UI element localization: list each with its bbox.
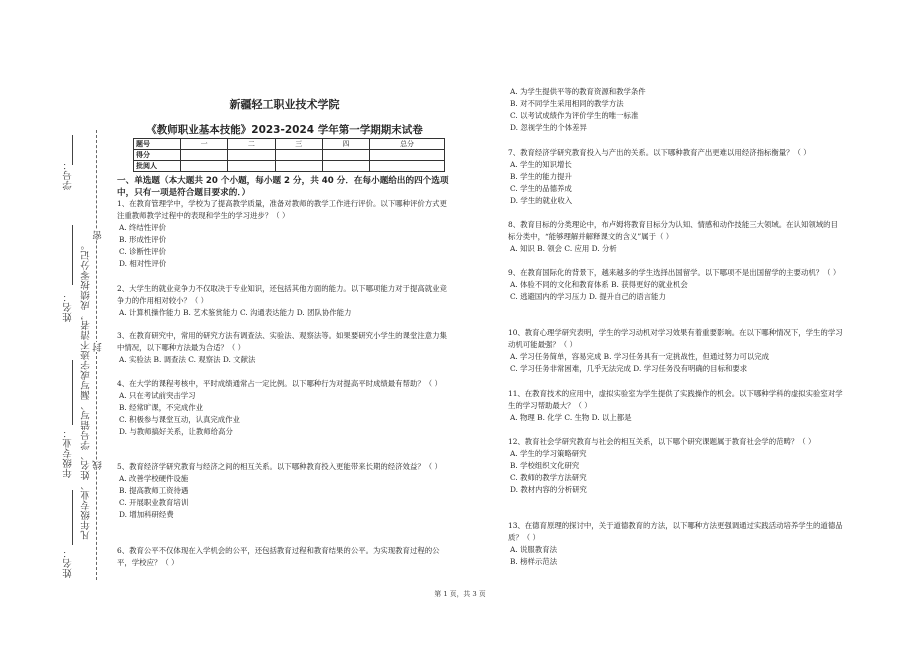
score-row-label: 得分 <box>134 150 181 161</box>
major-label: 年级专业： <box>63 428 74 478</box>
page-footer: 第 1 页，共 3 页 <box>434 590 486 598</box>
question <box>117 198 452 270</box>
question-stem: 13、在德育原理的探讨中，关于道德教育的方法，以下哪种方法更强调通过实践活动培养学生的道德品质？（ ） <box>508 521 843 542</box>
question-stem: 11、在教育技术的应用中，虚拟实验室为学生提供了实践操作的机会。以下哪种学科的虚拟实验室对学生的学习帮助最大？（ ） <box>508 389 843 410</box>
score-cell <box>181 150 228 161</box>
question-option[interactable]: A. 知识 B. 领会 C. 应用 D. 分析 <box>510 244 617 253</box>
question-stem: 8、教育目标的分类理论中，布卢姆将教育目标分为认知、情感和动作技能三大领域。在认知领域的目标分类中，“能够理解并解释课文的含义”属于（ ） <box>508 220 838 241</box>
score-cell <box>275 150 322 161</box>
question <box>508 86 843 134</box>
question-option[interactable]: A. 说服教育法 <box>510 545 557 554</box>
question <box>508 147 843 207</box>
question-option[interactable]: A. 终结性评价 <box>119 223 166 232</box>
question-option[interactable]: C. 以考试成绩作为评价学生的唯一标准 <box>510 111 639 120</box>
question-stem: 6、教育公平不仅体现在入学机会的公平，还包括教育过程和教育结果的公平。为实现教育过程的公平，学校应？（ ） <box>117 546 440 567</box>
score-header-cell: 一 <box>181 139 228 150</box>
question-stem: 5、教育经济学研究教育与经济之间的相互关系。以下哪种教育投入更能带来长期的经济效益？（ ） <box>117 462 442 471</box>
name-blank-2 <box>72 490 73 545</box>
question-option[interactable]: C. 学习任务非常困难，几乎无法完成 D. 学习任务没有明确的目标和要求 <box>510 364 748 373</box>
major-blank <box>72 360 73 425</box>
question-option[interactable]: A. 学生的知识增长 <box>510 160 572 169</box>
seal-mark-2: 封 <box>93 342 104 352</box>
score-header-cell: 题号 <box>134 139 181 150</box>
question-option[interactable]: A. 学生的学习策略研究 <box>510 449 587 458</box>
question-option[interactable]: D. 与教师搞好关系，让教师给高分 <box>119 427 233 436</box>
score-cell <box>370 161 445 172</box>
grader-row-label: 批阅人 <box>134 161 181 172</box>
exam-title: 《教师职业基本技能》2023-2024 学年第一学期期末试卷 <box>146 124 423 136</box>
score-cell <box>322 150 369 161</box>
question-option[interactable]: A. 为学生提供平等的教育资源和教学条件 <box>510 87 646 96</box>
question <box>117 545 452 569</box>
question-option[interactable]: B. 对不同学生采用相同的教学方法 <box>510 99 624 108</box>
question-option[interactable]: A. 改善学校硬件设施 <box>119 474 189 483</box>
question-stem: 9、在教育国际化的背景下，越来越多的学生选择出国留学。以下哪项不是出国留学的主要动机？（ ） <box>508 268 841 277</box>
question-option[interactable]: C. 诊断性评价 <box>119 247 167 256</box>
question-stem: 1、在教育管理学中，学校为了提高教学质量，准备对教师的教学工作进行评价。以下哪种评价方式更注重教师教学过程中的表现和学生的学习进步？（ ） <box>117 199 447 220</box>
score-header-cell: 总分 <box>370 139 445 150</box>
binding-notice: 凡年级专业、姓名、学号错写、漏写或字迹不清者，成绩按零分记。 <box>81 240 92 540</box>
question <box>508 327 843 375</box>
score-table-header <box>134 139 445 150</box>
seal-mark-3: 线 <box>93 460 104 470</box>
question-option[interactable]: A. 实验法 B. 调查法 C. 观察法 D. 文献法 <box>119 355 256 364</box>
school-name: 新疆轻工职业技术学院 <box>229 98 340 111</box>
question-stem: 2、大学生的就业竞争力不仅取决于专业知识，还包括其他方面的能力。以下哪项能力对于提高就业竞争力的作用相对较小？（ ） <box>117 284 447 305</box>
seal-line <box>96 130 97 580</box>
question-stem: 7、教育经济学研究教育投入与产出的关系。以下哪种教育产出更难以用经济指标衡量？（ ） <box>508 148 811 157</box>
question <box>117 330 452 366</box>
question-option[interactable]: A. 只在考试前突击学习 <box>119 391 196 400</box>
question-option[interactable]: D. 教材内容的分析研究 <box>510 485 587 494</box>
question-option[interactable]: A. 物理 B. 化学 C. 生物 D. 以上都是 <box>510 413 632 422</box>
question-stem: 12、教育社会学研究教育与社会的相互关系，以下哪个研究课题属于教育社会学的范畴？（ ） <box>508 437 816 446</box>
score-cell <box>228 150 275 161</box>
question-option[interactable]: C. 教师的教学方法研究 <box>510 473 587 482</box>
question-option[interactable]: B. 学生的能力提升 <box>510 172 572 181</box>
question-option[interactable]: D. 学生的就业收入 <box>510 196 573 205</box>
question <box>117 461 452 521</box>
score-cell <box>228 161 275 172</box>
question-option[interactable]: B. 学校组织文化研究 <box>510 461 580 470</box>
question <box>508 388 843 424</box>
question-option[interactable]: D. 增加科研经费 <box>119 510 174 519</box>
student-id-label: 学号： <box>63 160 74 190</box>
score-row <box>134 150 445 161</box>
question-option[interactable]: C. 学生的品德养成 <box>510 184 572 193</box>
question <box>508 436 843 496</box>
grader-row <box>134 161 445 172</box>
question-stem: 10、教育心理学研究表明，学生的学习动机对学习效果有着重要影响。在以下哪种情况下，学生的学习动机可能最强？（ ） <box>508 328 843 349</box>
question <box>508 267 843 303</box>
score-table <box>133 138 445 172</box>
name-label: 姓名： <box>63 292 74 322</box>
question-option[interactable]: C. 开展职业教育培训 <box>119 498 189 507</box>
question-option[interactable]: B. 榜样示范法 <box>510 557 558 566</box>
question-option[interactable]: B. 形成性评价 <box>119 235 167 244</box>
question <box>508 219 843 255</box>
question-option[interactable]: C. 积极参与课堂互动，认真完成作业 <box>119 415 240 424</box>
question-option[interactable]: D. 忽视学生的个体差异 <box>510 123 587 132</box>
question <box>117 283 452 319</box>
question-stem: 3、在教育研究中，常用的研究方法有调查法、实验法、观察法等。如果要研究小学生的课堂注意力集中情况，以下哪种方法最为合适？（ ） <box>117 331 447 352</box>
student-id-blank <box>72 135 73 165</box>
name-label-2: 姓名： <box>63 548 74 578</box>
score-cell <box>275 161 322 172</box>
score-cell <box>370 150 445 161</box>
score-cell <box>322 161 369 172</box>
seal-mark-1: 密 <box>93 230 104 240</box>
question-option[interactable]: C. 逃避国内的学习压力 D. 提升自己的语言能力 <box>510 292 666 301</box>
question-stem: 4、在大学的课程考核中，平时成绩通常占一定比例。以下哪种行为对提高平时成绩最有帮助？（ ） <box>117 379 442 388</box>
question <box>117 378 452 438</box>
question-option[interactable]: D. 相对性评价 <box>119 259 167 268</box>
score-header-cell: 二 <box>228 139 275 150</box>
question <box>508 520 843 568</box>
question-option[interactable]: A. 计算机操作能力 B. 艺术鉴赏能力 C. 沟通表达能力 D. 团队协作能力 <box>119 308 352 317</box>
question-option[interactable]: B. 经常旷课，不完成作业 <box>119 403 204 412</box>
score-cell <box>181 161 228 172</box>
name-blank <box>72 225 73 285</box>
question-option[interactable]: B. 提高教师工资待遇 <box>119 486 189 495</box>
question-option[interactable]: A. 学习任务简单，容易完成 B. 学习任务具有一定挑战性，但通过努力可以完成 <box>510 352 770 361</box>
score-header-cell: 四 <box>322 139 369 150</box>
section-title: 一、单选题（本大题共 20 个小题，每小题 2 分，共 40 分．在每小题给出的四个选项中，只有一项是符合题目要求的．） <box>117 176 449 198</box>
question-option[interactable]: A. 体验不同的文化和教育体系 B. 获得更好的就业机会 <box>510 280 688 289</box>
score-header-cell: 三 <box>275 139 322 150</box>
